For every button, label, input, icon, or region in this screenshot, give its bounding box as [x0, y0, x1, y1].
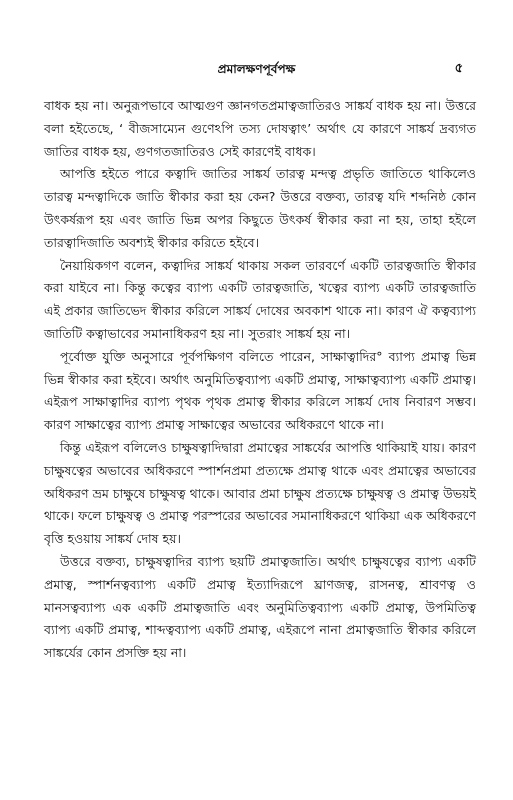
running-header [0, 59, 513, 79]
body-text [44, 95, 476, 665]
paragraph-5: কিন্তু এইরূপ বলিলেও চাক্ষুষত্বাদিদ্বারা প্রমাত্বের সাঙ্কর্যের আপত্তি থাকিয়াই যায়। কারণ চাক্ষুষত্বের অভাবের অধিকরণে স্পার্শনপ্রমা প্রত্যক্ষে প্রমাত্ব থাকে এবং প্রমাত্বের অভাবের অধিকরণ ভ্রম চাক্ষুষে চাক্ষুষত্ব থাকে। আবার প্রমা চাক্ষুষ প্রত্যক্ষে চাক্ষুষত্ব ও প্রমাত্ব উভয়ই থাকে। ফলে চাক্ষুষত্ব ও প্রমাত্ব পরস্পরের অভাবের সমানাধিকরণে থাকিয়া এক অধিকরণে বৃত্তি হওয়ায় সাঙ্কর্য দোষ হয়। [44, 439, 476, 547]
page-number: ৫ [454, 61, 463, 76]
paragraph-4: পূর্বোক্ত যুক্তি অনুসারে পূর্বপক্ষিগণ বলিতে পারেন, সাক্ষাত্বাদির° ব্যাপ্য প্রমাত্ব ভিন্ন ভিন্ন স্বীকার করা হইবে। অর্থাৎ অনুমিতিত্বব্যাপ্য একটি প্রমাত্ব, সাক্ষাত্বব্যাপ্য একটি প্রমাত্ব। এইরূপ সাক্ষাত্বাদির ব্যাপ্য পৃথক পৃথক প্রমাত্ব স্বীকার করিলে সাঙ্কর্য দোষ নিবারণ সম্ভব। কারণ সাক্ষাত্বের ব্যাপ্য প্রমাত্ব সাক্ষাত্বের অভাবের অধিকরণে থাকে না। [44, 348, 476, 433]
paragraph-3: নৈয়ায়িকগণ বলেন, কত্বাদির সাঙ্কর্য থাকায় সকল তারবর্ণে একটি তারত্বজাতি স্বীকার করা যাইবে না। কিন্তু কত্বের ব্যাপ্য একটি তারত্বজাতি, খত্বের ব্যাপ্য একটি তারত্বজাতি এই প্রকার জাতিভেদ স্বীকার করিলে সাঙ্কর্য দোষের অবকাশ থাকে না। কারণ ঐ কত্বব্যাপ্য জাতিটি কত্বাভাবের সমানাধিকরণ হয় না। সুতরাং সাঙ্কর্য হয় না। [44, 257, 476, 341]
paragraph-6: উত্তরে বক্তব্য, চাক্ষুষত্বাদির ব্যাপ্য ছয়টি প্রমাত্বজাতি। অর্থাৎ চাক্ষুষত্বের ব্যাপ্য একটি প্রমাত্ব, স্পার্শনত্বব্যাপ্য একটি প্রমাত্ব ইত্যাদিরূপে ঘ্রাণজত্ব, রাসনত্ব, শ্রাবণত্ব ও মানসত্বব্যাপ্য এক একটি প্রমাত্বজাতি এবং অনুমিতিত্বব্যাপ্য একটি প্রমাত্ব, উপমিতিত্ব ব্যাপ্য একটি প্রমাত্ব, শাব্দত্বব্যাপ্য একটি প্রমাত্ব, এইরূপে নানা প্রমাত্বজাতি স্বীকার করিলে সাঙ্কর্যের কোন প্রসক্তি হয় না। [44, 553, 476, 661]
running-title: প্রমালক্ষণপূর্বপক্ষ [217, 62, 296, 76]
paragraph-2: আপত্তি হইতে পারে কত্বাদি জাতির সাঙ্কর্য তারত্ব মন্দত্ব প্রভৃতি জাতিতে থাকিলেও তারত্ব মন্দত্বাদিকে জাতি স্বীকার করা হয় কেন? উত্তরে বক্তব্য, তারত্ব যদি শব্দনিষ্ঠ কোন উৎকর্ষরূপ হয় এবং জাতি ভিন্ন অপর কিছুতে উৎকর্ষ স্বীকার করা না হয়, তাহা হইলে তারত্বাদিজাতি অবশ্যই স্বীকার করিতে হইবে। [44, 166, 476, 250]
paragraph-1: বাধক হয় না। অনুরূপভাবে আত্মগুণ জ্ঞানগতপ্রমাত্বজাতিরও সাঙ্কর্য বাধক হয় না। উত্তরে বলা হইতেছে, ‘ বীজসাম্যেন গুণেঽপি তস্য দোষত্বাৎ’ অর্থাৎ যে কারণে সাঙ্কর্য দ্রব্যগত জাতির বাধক হয়, গুণগতজাতিরও সেই কারণেই বাধক। [44, 98, 476, 159]
